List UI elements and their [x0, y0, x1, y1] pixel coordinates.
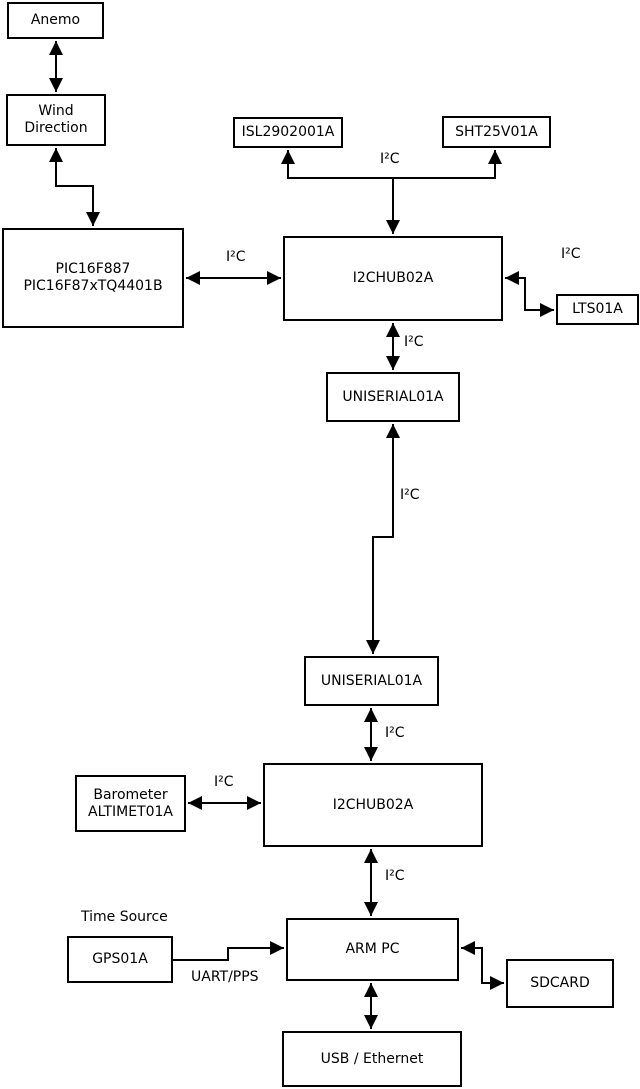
connector-wind-pic — [56, 148, 93, 226]
uniserial-top-label: UNISERIAL01A — [342, 388, 444, 405]
i2c-label-hub2-armpc: I²C — [385, 868, 405, 884]
i2c-label-pic-hub: I²C — [226, 249, 246, 265]
usb-ethernet-label: USB / Ethernet — [320, 1050, 424, 1067]
i2c-label-uniserial-link: I²C — [400, 487, 420, 503]
wind-direction-label-line2: Direction — [24, 120, 88, 136]
arm-pc-box — [286, 918, 459, 981]
i2c-label-barometer: I²C — [214, 774, 234, 790]
sdcard-label: SDCARD — [530, 975, 590, 991]
gps-label: GPS01A — [92, 951, 148, 967]
i2chub-top-box — [283, 236, 503, 321]
i2chub-bottom-box — [263, 763, 483, 847]
connector-i2chub-lts — [505, 278, 554, 310]
uart-pps-label: UART/PPS — [191, 969, 259, 985]
i2chub-top-label: I2CHUB02A — [352, 270, 434, 286]
lts01a-box — [556, 294, 639, 325]
i2c-label-uniserial-hub2: I²C — [385, 725, 405, 741]
sht25v01a-label: SHT25V01A — [455, 123, 538, 140]
pic-label-line2: PIC16F87xTQ4401B — [23, 278, 163, 294]
isl2902001a-box — [233, 117, 343, 148]
connector-armpc-sdcard — [461, 948, 504, 983]
uniserial-bottom-label: UNISERIAL01A — [320, 672, 423, 689]
anemo-box — [7, 2, 104, 39]
uniserial-top-box — [326, 372, 460, 422]
uniserial-bottom-box — [304, 656, 439, 706]
connector-uniserial-uniserial — [373, 424, 393, 654]
arm-pc-label: ARM PC — [345, 941, 400, 957]
sht25v01a-box — [442, 116, 551, 148]
time-source-label: Time Source — [81, 909, 168, 925]
sdcard-box — [506, 959, 614, 1008]
lts01a-label: LTS01A — [572, 301, 623, 317]
i2c-label-lts: I²C — [561, 246, 581, 262]
pic-label-line1: PIC16F887 — [55, 261, 131, 277]
barometer-label-line1: Barometer — [93, 786, 168, 803]
isl2902001a-label: ISL2902001A — [241, 124, 335, 140]
wind-direction-box — [6, 94, 106, 146]
connector-gps-armpc — [173, 948, 284, 960]
barometer-label-line2: ALTIMET01A — [88, 803, 173, 820]
i2c-label-sensor-bus: I²C — [380, 151, 400, 167]
barometer-box — [75, 775, 186, 832]
i2chub-bottom-label: I2CHUB02A — [332, 796, 414, 813]
gps-box — [67, 936, 173, 983]
wind-direction-label-line1: Wind — [38, 103, 74, 119]
usb-ethernet-box — [282, 1031, 462, 1087]
anemo-label: Anemo — [30, 12, 81, 28]
pic-microcontroller-box — [2, 228, 184, 328]
i2c-label-hub-uniserial: I²C — [404, 334, 424, 350]
